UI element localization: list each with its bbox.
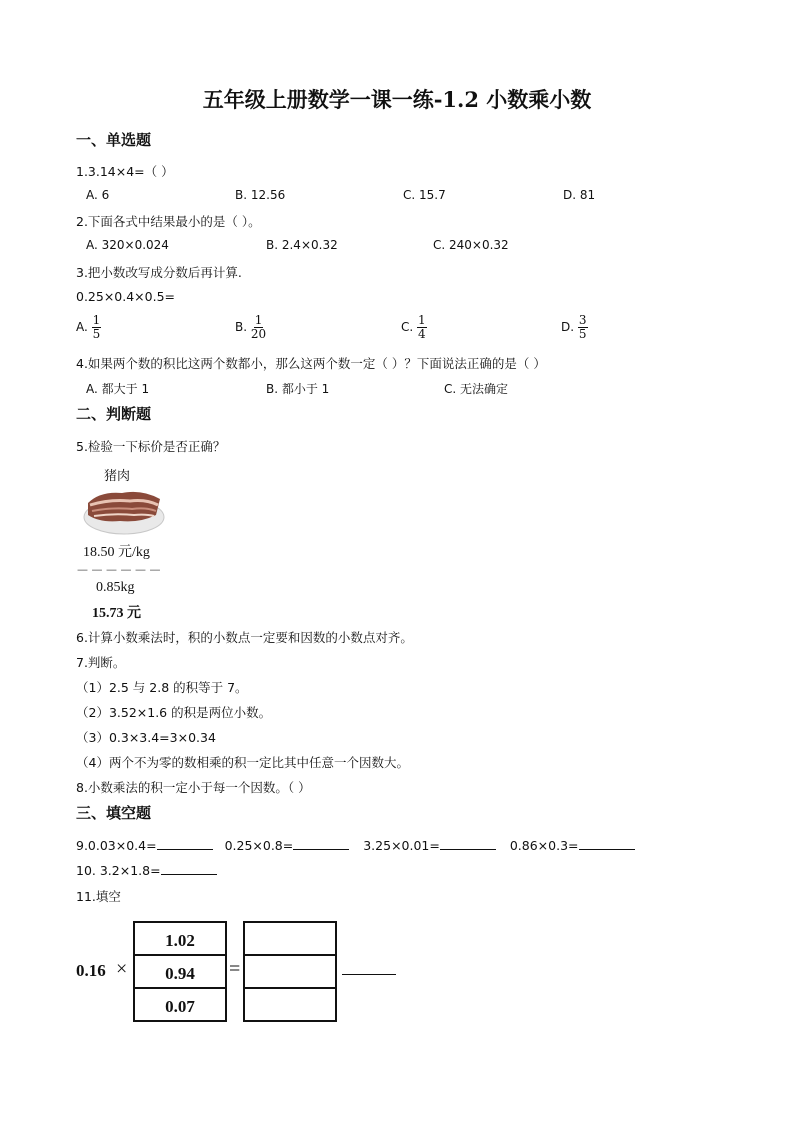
q2-option-b[interactable]: B. 2.4×0.32 [266, 238, 338, 252]
q3-option-d[interactable] [561, 314, 588, 341]
fraction-denominator: 5 [92, 327, 101, 341]
question-7-stem: 7.判断。 [76, 655, 126, 670]
question-10 [76, 862, 217, 878]
q3-option-a-fraction [92, 314, 102, 341]
total-price: 15.73 元 [92, 606, 141, 621]
q3-option-b[interactable] [235, 314, 266, 341]
question-8-stem: 8.小数乘法的积一定小于每一个因数。（ ） [76, 780, 311, 795]
price-per-kg: 18.50 元/kg [83, 545, 150, 560]
q9-blank-1[interactable] [157, 837, 213, 850]
multiplier-value: 0.16 [76, 961, 106, 980]
question-2-stem: 2.下面各式中结果最小的是（ ）。 [76, 214, 261, 229]
page-title: 五年级上册数学一课一练-1.2 小数乘小数 [202, 87, 592, 112]
fraction-numerator: 1 [92, 313, 101, 327]
q9-blank-2[interactable] [293, 837, 349, 850]
q3-option-d-label: D. [561, 320, 575, 334]
q4-option-c[interactable]: C. 无法确定 [444, 382, 509, 396]
q10-blank[interactable] [161, 862, 217, 875]
answer-cell-1[interactable] [245, 923, 335, 953]
q9-blank-3[interactable] [440, 837, 496, 850]
q4-option-b[interactable]: B. 都小于 1 [266, 382, 330, 396]
q1-option-b[interactable]: B. 12.56 [235, 188, 286, 202]
left-row-divider [133, 954, 227, 956]
q3-option-b-label: B. [235, 320, 248, 334]
answer-cell-2[interactable] [245, 956, 335, 986]
q3-option-c[interactable] [401, 314, 427, 341]
fraction-numerator: 3 [578, 313, 587, 327]
meat-label: 猪肉 [104, 469, 131, 484]
left-row-divider [133, 987, 227, 989]
pork-image [80, 485, 168, 537]
factor-cell-1: 1.02 [165, 931, 195, 950]
question-11-stem: 11.填空 [76, 889, 121, 904]
q2-option-a[interactable]: A. 320×0.024 [86, 238, 169, 252]
q3-option-a[interactable] [76, 314, 101, 341]
answer-cell-3[interactable] [245, 989, 335, 1020]
q9-part-1-label: 9.0.03×0.4= [76, 838, 157, 853]
q1-option-c[interactable]: C. 15.7 [403, 188, 446, 202]
fraction-denominator: 4 [418, 327, 426, 341]
question-1-stem: 1.3.14×4=（ ） [76, 164, 174, 179]
fraction-denominator: 5 [578, 327, 587, 341]
question-7-item-4: （4）两个不为零的数相乘的积一定比其中任意一个因数大。 [76, 755, 409, 770]
dashed-divider: — — — — — — [77, 563, 161, 576]
question-3-stem: 3.把小数改写成分数后再计算. [76, 265, 242, 280]
q3-option-c-fraction [417, 314, 427, 341]
question-7-item-2: （2）3.52×1.6 的积是两位小数。 [76, 705, 272, 720]
equals-sign: = [229, 958, 241, 980]
fraction-denominator: 20 [250, 327, 267, 341]
question-9 [76, 837, 635, 853]
q9-part-2-label: 0.25×0.8= [224, 838, 294, 853]
factor-cell-3: 0.07 [165, 997, 195, 1016]
fraction-numerator: 1 [418, 313, 426, 327]
section-heading-fill-blank: 三、填空题 [76, 804, 152, 822]
question-7-item-3: （3）0.3×3.4=3×0.34 [76, 730, 216, 745]
q3-option-b-fraction [251, 314, 266, 341]
q9-part-4-label: 0.86×0.3= [509, 838, 579, 853]
question-6-stem: 6.计算小数乘法时，积的小数点一定要和因数的小数点对齐。 [76, 630, 413, 645]
q4-option-a[interactable]: A. 都大于 1 [86, 382, 150, 396]
q1-option-a[interactable]: A. 6 [86, 188, 110, 202]
section-heading-true-false: 二、判断题 [76, 405, 152, 423]
section-heading-single-choice: 一、单选题 [76, 131, 152, 149]
factor-cell-2: 0.94 [165, 964, 195, 983]
question-7-item-1: （1）2.5 与 2.8 的积等于 7。 [76, 680, 248, 695]
answer-blank-line[interactable] [342, 974, 396, 975]
fraction-numerator: 1 [254, 313, 263, 327]
q2-option-c[interactable]: C. 240×0.32 [433, 238, 509, 252]
question-5-stem: 5.检验一下标价是否正确？ [76, 439, 226, 454]
q3-option-d-fraction [578, 314, 588, 341]
times-sign: × [116, 958, 128, 980]
q1-option-d[interactable]: D. 81 [563, 188, 596, 202]
q3-option-a-label: A. [76, 320, 88, 334]
question-3-expression: 0.25×0.4×0.5= [76, 289, 176, 304]
q10-label: 10. 3.2×1.8= [76, 863, 161, 878]
q9-part-3-label: 3.25×0.01= [363, 838, 440, 853]
q9-blank-4[interactable] [579, 837, 635, 850]
q3-option-c-label: C. [401, 320, 414, 334]
question-4-stem: 4.如果两个数的积比这两个数都小，那么这两个数一定（ ）？下面说法正确的是（ ） [76, 356, 546, 371]
weight-value: 0.85kg [96, 580, 135, 595]
